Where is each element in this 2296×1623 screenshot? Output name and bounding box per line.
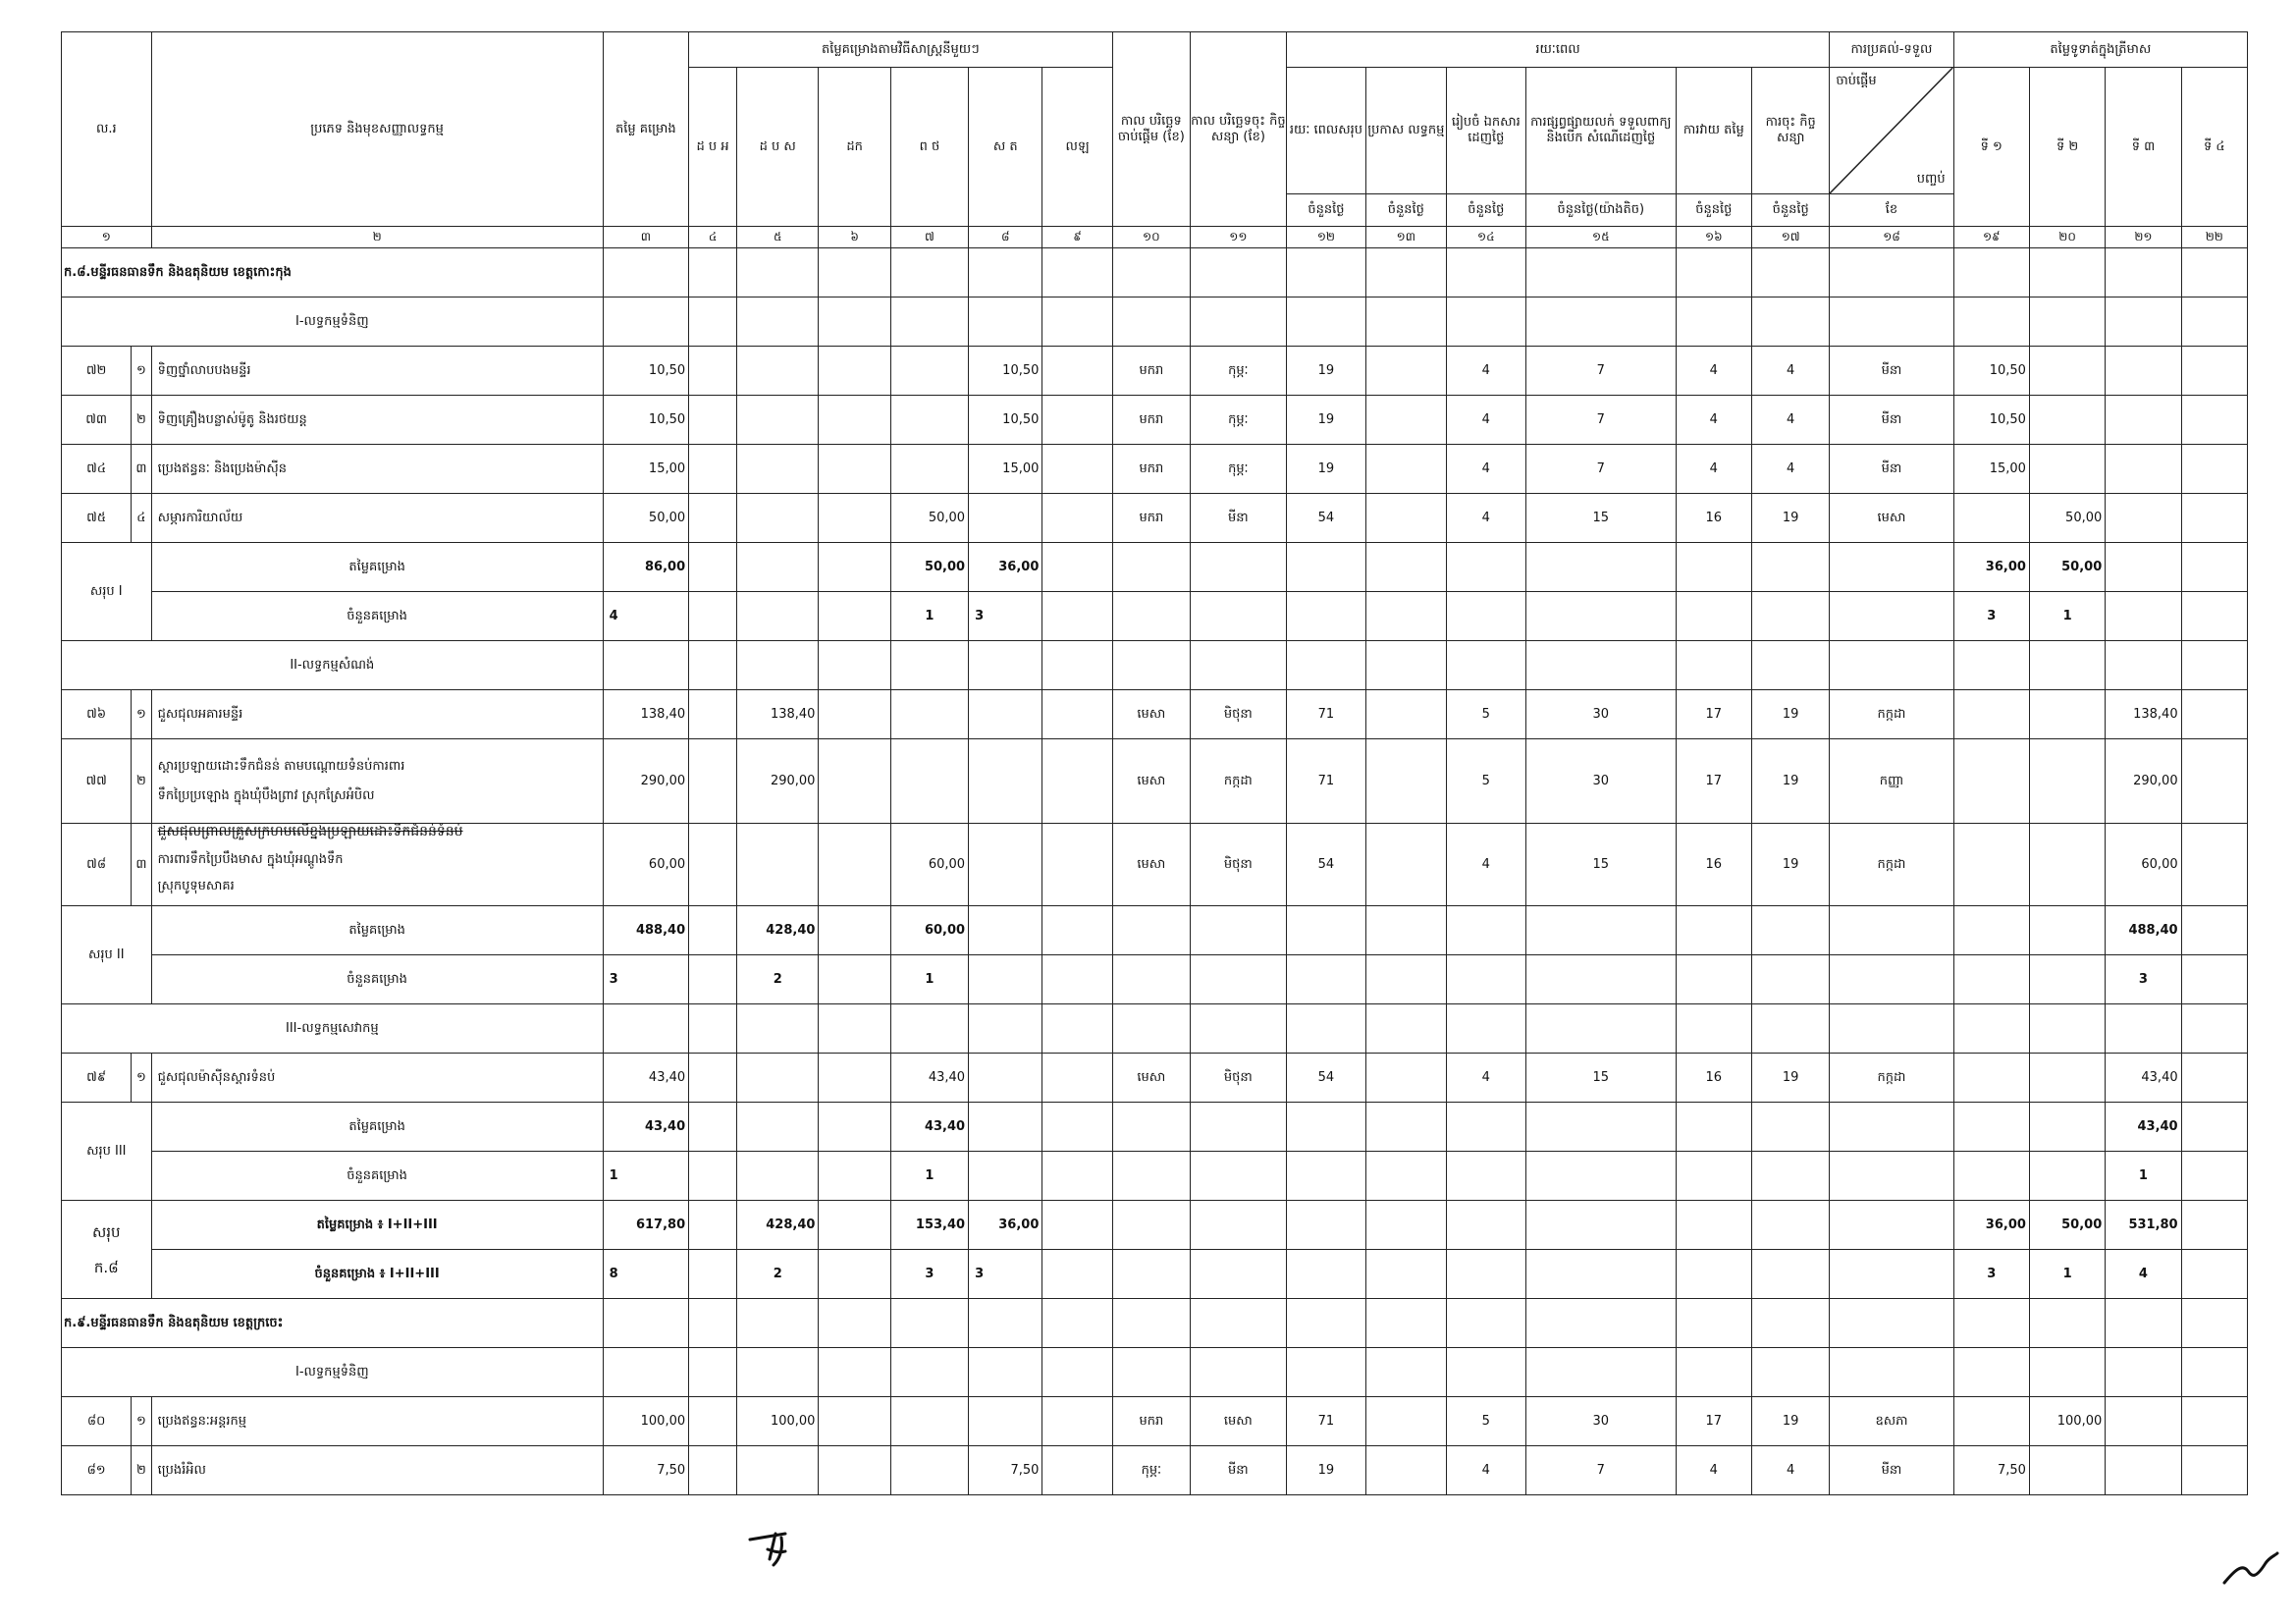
col-number: ១៥ [1525,227,1676,248]
row-total-days: 19 [1286,445,1365,494]
row-total-days: 19 [1286,1446,1365,1495]
subtotal-cost: 488,40 [603,906,689,955]
row-q3: 43,40 [2106,1054,2181,1103]
row-name [151,739,603,824]
total-q2: 50,00 [2029,1201,2105,1250]
row-adv-days: 30 [1525,739,1676,824]
row-adv-days: 7 [1525,396,1676,445]
row-start-month: មករា [1112,347,1190,396]
row-prep-days: 5 [1446,1397,1525,1446]
row-end-month: មីនា [1191,494,1287,543]
row-sub-number: ២ [132,739,151,824]
header-q2: ទី ២ [2029,68,2105,227]
header-q3: ទី ៣ [2106,68,2181,227]
subtotal-q3: 43,40 [2106,1103,2181,1152]
row-cost: 50,00 [603,494,689,543]
row-delivery-month: កក្កដា [1830,824,1953,906]
row-end-month: មិថុនា [1191,824,1287,906]
table-row [62,1446,2248,1495]
table-row [62,347,2248,396]
subtotal-count-st: 3 [969,592,1042,641]
row-cost: 60,00 [603,824,689,906]
subtotal-count: 1 [603,1152,689,1201]
row-cost: 100,00 [603,1397,689,1446]
group-title: II-លទ្ធកម្មសំណង់ [62,641,604,690]
row-eval-days: 16 [1676,494,1751,543]
subtotal-q2: 50,00 [2029,543,2105,592]
row-number: ៨១ [62,1446,132,1495]
row-delivery-month: ឧសភា [1830,1397,1953,1446]
table-row [62,396,2248,445]
row-q1: 15,00 [1953,445,2029,494]
subtotal-count-label: ចំនួនគម្រោង [151,592,603,641]
row-sub-number: ៣ [132,824,151,906]
total-label-line: ក.៨ [93,1258,119,1276]
row-start-month: មេសា [1112,1054,1190,1103]
row-name-line: ស្តារប្រឡាយដោះទឹកជំនន់ តាមបណ្តោយទំនប់ការពារ [157,758,405,774]
header-plan-end: កាល បរិច្ឆេទចុះ កិច្ចសន្យា (ខែ) [1191,32,1287,227]
row-delivery-month: មីនា [1830,1446,1953,1495]
section-title: ក.៨.មន្ទីរធនធានទឹក និងឧតុនិយម ខេត្តកោះកុង [62,248,604,298]
row-cost: 7,50 [603,1446,689,1495]
total-label [62,1201,152,1299]
header-method-3: ដក [819,68,890,227]
header-delivery-diagonal [1830,68,1953,194]
header-delivery-end: បញ្ចប់ [1916,172,1946,188]
handwritten-signature-mark [2220,1549,2281,1589]
subtotal-row [62,955,2248,1004]
total-method-st: 36,00 [969,1201,1042,1250]
total-count-pt: 3 [890,1250,968,1299]
row-sign-days: 19 [1751,494,1829,543]
row-sub-number: ១ [132,1054,151,1103]
header-dur-4: ការផ្សព្វផ្សាយលក់ ទទួលពាក្យ និងបើក សំណើដេញថ្លៃ [1525,68,1676,194]
row-end-month: កុម្ភៈ [1191,347,1287,396]
row-number: ៨០ [62,1397,132,1446]
subtotal-label: សរុប II [62,906,152,1004]
row-prep-days: 5 [1446,739,1525,824]
header-dur-3: រៀបចំ ឯកសារ ដេញថ្លៃ [1446,68,1525,194]
header-duration: រយៈពេល [1286,32,1830,68]
header-no: ល.រ [62,32,152,227]
row-q2: 100,00 [2029,1397,2105,1446]
row-sub-number: ៣ [132,445,151,494]
row-sub-number: ១ [132,347,151,396]
row-total-days: 71 [1286,690,1365,739]
subtotal-count: 4 [603,592,689,641]
subtotal-q1: 36,00 [1953,543,2029,592]
row-eval-days: 4 [1676,396,1751,445]
subtotal-row [62,1103,2248,1152]
row-name-line: ស្រុកបូទុមសាគរ [157,879,235,894]
row-number: ៧៨ [62,824,132,906]
row-prep-days: 4 [1446,494,1525,543]
row-total-days: 71 [1286,1397,1365,1446]
row-sub-number: ១ [132,1397,151,1446]
header-method-2: ដ ប ស [736,68,818,227]
subtotal-cost: 43,40 [603,1103,689,1152]
row-prep-days: 4 [1446,445,1525,494]
header-plan-start: កាល បរិច្ឆេទ ចាប់ផ្តើម (ខែ) [1112,32,1190,227]
row-method-value: 7,50 [969,1446,1042,1495]
row-total-days: 19 [1286,347,1365,396]
col-number: ១ [62,227,152,248]
row-number: ៧៧ [62,739,132,824]
subtotal-count-pt: 1 [890,955,968,1004]
col-number: ១៩ [1953,227,2029,248]
row-number: ៧៥ [62,494,132,543]
row-delivery-month: មេសា [1830,494,1953,543]
row-sub-number: ១ [132,690,151,739]
row-eval-days: 17 [1676,1397,1751,1446]
row-method-value: 100,00 [736,1397,818,1446]
header-unit-1: ចំនួនថ្ងៃ [1286,194,1365,227]
row-sign-days: 19 [1751,739,1829,824]
header-by-method: តម្លៃគម្រោងតាមវិធីសាស្ត្រនីមួយៗ [689,32,1113,68]
row-total-days: 54 [1286,494,1365,543]
row-prep-days: 4 [1446,396,1525,445]
row-q3: 290,00 [2106,739,2181,824]
header-delivery-start: ចាប់ផ្តើម [1836,74,1877,88]
header-unit-2: ចំនួនថ្ងៃ [1366,194,1446,227]
row-method-value: 138,40 [736,690,818,739]
subtotal-q3: 488,40 [2106,906,2181,955]
total-count-label: ចំនួនគម្រោង ៖ I+II+III [151,1250,603,1299]
subtotal-count-q1: 3 [1953,592,2029,641]
row-start-month: កុម្ភៈ [1112,1446,1190,1495]
row-end-month: មិថុនា [1191,690,1287,739]
row-name: ទិញថ្នាំលាបបងមន្ទីរ [151,347,603,396]
row-q2: 50,00 [2029,494,2105,543]
subtotal-count-q3: 3 [2106,955,2181,1004]
row-name: ជួសជុលម៉ាស៊ីនស្តារទំនប់ [151,1054,603,1103]
row-method-value: 60,00 [890,824,968,906]
table-row [62,445,2248,494]
row-end-month: មិថុនា [1191,1054,1287,1103]
row-end-month: កក្កដា [1191,739,1287,824]
row-name-line: ជួសជុលព្រាលគ្រួសក្រហមលើខ្នងប្រឡាយដោះទឹកជំនន់ទំនប់ [157,824,463,839]
row-total-days: 54 [1286,824,1365,906]
header-type-name: ប្រភេទ និងមុខសញ្ញាលទ្ធកម្ម [151,32,603,227]
table-row [62,824,2248,906]
subtotal-method-st: 36,00 [969,543,1042,592]
row-eval-days: 17 [1676,690,1751,739]
subtotal-count-label: ចំនួនគម្រោង [151,1152,603,1201]
row-sub-number: ២ [132,396,151,445]
row-delivery-month: មីនា [1830,347,1953,396]
col-number: ៣ [603,227,689,248]
row-start-month: មករា [1112,1397,1190,1446]
row-eval-days: 4 [1676,1446,1751,1495]
row-delivery-month: កក្កដា [1830,690,1953,739]
row-number: ៧៣ [62,396,132,445]
subtotal-count-pt: 1 [890,592,968,641]
row-name-line: ការពារទឹកប្រៃបឹងមាស ក្នុងឃុំអណ្តូងទឹក [157,851,344,867]
subtotal-label: សរុប III [62,1103,152,1201]
subtotal-count-label: ចំនួនគម្រោង [151,955,603,1004]
row-q1: 7,50 [1953,1446,2029,1495]
row-name: ប្រេងឥន្ធនៈអន្តរកម្ម [151,1397,603,1446]
row-adv-days: 7 [1525,445,1676,494]
col-number: ៩ [1042,227,1112,248]
col-number: ២២ [2181,227,2247,248]
header-q4: ទី ៤ [2181,68,2247,227]
col-number: ២១ [2106,227,2181,248]
row-method-value: 50,00 [890,494,968,543]
header-method-4: ព ថ [890,68,968,227]
row-prep-days: 5 [1446,690,1525,739]
row-q1: 10,50 [1953,396,2029,445]
col-number: ១៣ [1366,227,1446,248]
row-cost: 15,00 [603,445,689,494]
table-row [62,690,2248,739]
row-cost: 10,50 [603,347,689,396]
subtotal-method-pt: 60,00 [890,906,968,955]
subtotal-method-pt: 50,00 [890,543,968,592]
total-count-q2: 1 [2029,1250,2105,1299]
subtotal-row [62,906,2248,955]
row-delivery-month: កញ្ញា [1830,739,1953,824]
total-count-q1: 3 [1953,1250,2029,1299]
row-total-days: 71 [1286,739,1365,824]
row-method-value: 290,00 [736,739,818,824]
row-number: ៧៦ [62,690,132,739]
row-sign-days: 19 [1751,1397,1829,1446]
col-number: ១១ [1191,227,1287,248]
row-prep-days: 4 [1446,1446,1525,1495]
subtotal-method-dbs: 428,40 [736,906,818,955]
header-dur-2: ប្រកាស លទ្ធកម្ម [1366,68,1446,194]
row-delivery-month: មីនា [1830,396,1953,445]
subtotal-cost-label: តម្លៃគម្រោង [151,1103,603,1152]
row-cost: 10,50 [603,396,689,445]
row-name-line: ទឹកប្រៃប្រឡោង ក្នុងឃុំបឹងព្រាវ ស្រុកស្រែអំបិល [157,787,375,803]
total-cost: 617,80 [603,1201,689,1250]
col-number: ១៤ [1446,227,1525,248]
subtotal-cost: 86,00 [603,543,689,592]
header-unit-5: ចំនួនថ្ងៃ [1676,194,1751,227]
row-adv-days: 15 [1525,1054,1676,1103]
subtotal-count-q3: 1 [2106,1152,2181,1201]
subtotal-label: សរុប I [62,543,152,641]
row-sign-days: 4 [1751,1446,1829,1495]
subtotal-cost-label: តម្លៃគម្រោង [151,906,603,955]
row-method-value: 15,00 [969,445,1042,494]
group-title: I-លទ្ធកម្មទំនិញ [62,298,604,347]
subtotal-count-pt: 1 [890,1152,968,1201]
header-method-1: ដ ប អ [689,68,737,227]
row-end-month: កុម្ភៈ [1191,445,1287,494]
header-quarterly: តម្លៃទូទាត់ក្នុងត្រីមាស [1953,32,2247,68]
row-start-month: មេសា [1112,824,1190,906]
col-number: ៥ [736,227,818,248]
subtotal-row [62,543,2248,592]
row-name: សម្ភារការិយាល័យ [151,494,603,543]
col-number: ២ [151,227,603,248]
header-delivery: ការប្រគល់-ទទួល [1830,32,1953,68]
row-adv-days: 30 [1525,690,1676,739]
row-adv-days: 7 [1525,347,1676,396]
table-row [62,1054,2248,1103]
total-label-line: សរុប [92,1222,121,1241]
row-adv-days: 7 [1525,1446,1676,1495]
row-cost: 43,40 [603,1054,689,1103]
col-number: ៧ [890,227,968,248]
header-dur-6: ការចុះ កិច្ចសន្យា [1751,68,1829,194]
header-method-6: លឡ [1042,68,1112,227]
col-number: ៨ [969,227,1042,248]
handwritten-initial-mark [746,1530,805,1577]
row-eval-days: 16 [1676,1054,1751,1103]
row-eval-days: 4 [1676,445,1751,494]
row-adv-days: 15 [1525,494,1676,543]
header-unit-6: ចំនួនថ្ងៃ [1751,194,1829,227]
row-method-value: 10,50 [969,347,1042,396]
subtotal-row [62,1152,2248,1201]
row-sign-days: 4 [1751,347,1829,396]
total-count-st: 3 [969,1250,1042,1299]
procurement-plan-table [61,31,2248,1495]
total-count-dbs: 2 [736,1250,818,1299]
row-end-month: កុម្ភៈ [1191,396,1287,445]
row-start-month: មករា [1112,445,1190,494]
row-name: ជួសជុលអគារមន្ទីរ [151,690,603,739]
header-dur-5: ការវាយ តម្លៃ [1676,68,1751,194]
row-name: ប្រេងរំអិល [151,1446,603,1495]
row-delivery-month: កក្កដា [1830,1054,1953,1103]
row-end-month: មេសា [1191,1397,1287,1446]
row-q3: 138,40 [2106,690,2181,739]
row-delivery-month: មីនា [1830,445,1953,494]
row-prep-days: 4 [1446,1054,1525,1103]
col-number: ៤ [689,227,737,248]
total-method-pt: 153,40 [890,1201,968,1250]
col-number: ១២ [1286,227,1365,248]
total-method-dbs: 428,40 [736,1201,818,1250]
table-row [62,494,2248,543]
subtotal-count: 3 [603,955,689,1004]
col-number: ១០ [1112,227,1190,248]
row-sub-number: ២ [132,1446,151,1495]
row-adv-days: 15 [1525,824,1676,906]
row-total-days: 19 [1286,396,1365,445]
row-eval-days: 16 [1676,824,1751,906]
header-month: ខែ [1830,194,1953,227]
total-q3: 531,80 [2106,1201,2181,1250]
header-q1: ទី ១ [1953,68,2029,227]
row-sign-days: 4 [1751,445,1829,494]
header-dur-1: រយៈ ពេលសរុប [1286,68,1365,194]
header-unit-3: ចំនួនថ្ងៃ [1446,194,1525,227]
row-start-month: មេសា [1112,739,1190,824]
subtotal-count-q2: 1 [2029,592,2105,641]
row-sign-days: 19 [1751,690,1829,739]
row-total-days: 54 [1286,1054,1365,1103]
subtotal-count-dbs: 2 [736,955,818,1004]
row-number: ៧៩ [62,1054,132,1103]
group-title: I-លទ្ធកម្មទំនិញ [62,1348,604,1397]
row-adv-days: 30 [1525,1397,1676,1446]
subtotal-cost-label: តម្លៃគម្រោង [151,543,603,592]
row-name [151,824,603,906]
col-number: ១៨ [1830,227,1953,248]
row-sub-number: ៤ [132,494,151,543]
row-eval-days: 4 [1676,347,1751,396]
section-title: ក.៩.មន្ទីរធនធានទឹក និងឧតុនិយម ខេត្តក្រចេះ [62,1299,604,1348]
row-prep-days: 4 [1446,347,1525,396]
row-prep-days: 4 [1446,824,1525,906]
total-count-q3: 4 [2106,1250,2181,1299]
col-number: ១៦ [1676,227,1751,248]
row-number: ៧៤ [62,445,132,494]
row-start-month: មេសា [1112,690,1190,739]
total-row [62,1250,2248,1299]
row-name: ទិញគ្រឿងបន្លាស់ម៉ូតូ និងរថយន្ត [151,396,603,445]
total-q1: 36,00 [1953,1201,2029,1250]
row-eval-days: 17 [1676,739,1751,824]
row-start-month: មករា [1112,494,1190,543]
row-number: ៧២ [62,347,132,396]
row-method-value: 10,50 [969,396,1042,445]
table-row [62,1397,2248,1446]
col-number: ១៧ [1751,227,1829,248]
total-cost-label: តម្លៃគម្រោង ៖ I+II+III [151,1201,603,1250]
row-q3: 60,00 [2106,824,2181,906]
row-q1: 10,50 [1953,347,2029,396]
row-name: ប្រេងឥន្ធនៈ និងប្រេងម៉ាស៊ីន [151,445,603,494]
row-sign-days: 4 [1751,396,1829,445]
total-row [62,1201,2248,1250]
header-method-5: ស ត [969,68,1042,227]
col-number: ៦ [819,227,890,248]
group-title: III-លទ្ធកម្មសេវាកម្ម [62,1004,604,1054]
total-count: 8 [603,1250,689,1299]
row-sign-days: 19 [1751,1054,1829,1103]
row-start-month: មករា [1112,396,1190,445]
row-sign-days: 19 [1751,824,1829,906]
header-unit-4: ចំនួនថ្ងៃ(យ៉ាងតិច) [1525,194,1676,227]
row-cost: 290,00 [603,739,689,824]
col-number: ២០ [2029,227,2105,248]
header-est-cost: តម្លៃ គម្រោង [603,32,689,227]
subtotal-row [62,592,2248,641]
row-end-month: មីនា [1191,1446,1287,1495]
table-row [62,739,2248,824]
row-method-value: 43,40 [890,1054,968,1103]
subtotal-method-pt: 43,40 [890,1103,968,1152]
row-cost: 138,40 [603,690,689,739]
